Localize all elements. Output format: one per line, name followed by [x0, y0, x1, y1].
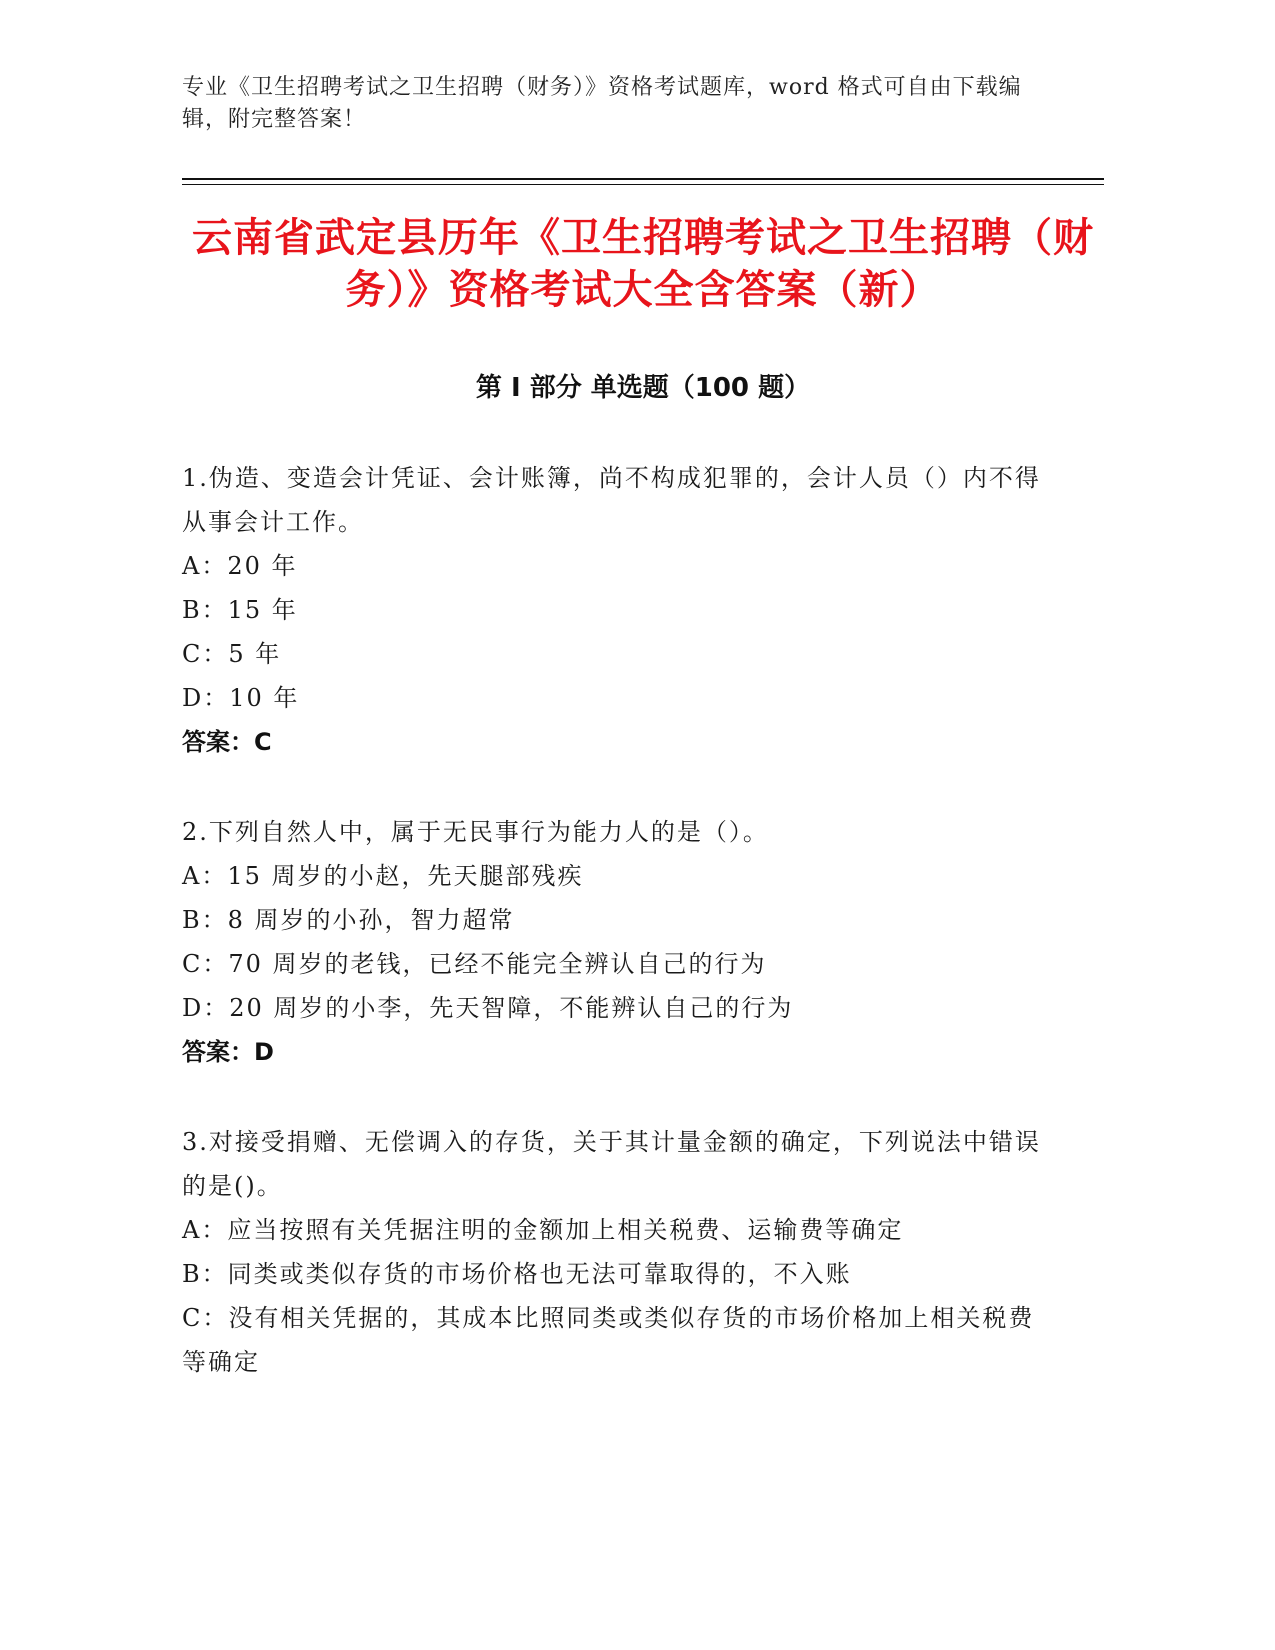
- question-1: [182, 456, 1042, 764]
- header-divider-thin: [182, 184, 1104, 185]
- header-note: 专业《卫生招聘考试之卫生招聘（财务）》资格考试题库，word 格式可自由下载编辑，附完整答案！: [182, 75, 1022, 132]
- header-divider-thick: [182, 178, 1104, 180]
- document-title: 云南省武定县历年《卫生招聘考试之卫生招聘（财务）》资格考试大全含答案（新）: [192, 215, 1094, 313]
- option-c: C：没有相关凭据的，其成本比照同类或类似存货的市场价格加上相关税费等确定: [182, 1304, 1035, 1376]
- question-3: [182, 1120, 1042, 1384]
- option-b: B：8 周岁的小孙，智力超常: [182, 906, 515, 934]
- question-list: [182, 456, 1042, 1430]
- answer: 答案：C: [182, 728, 272, 756]
- option-c: C：5 年: [182, 640, 282, 668]
- question-text: 1.伪造、变造会计凭证、会计账簿，尚不构成犯罪的，会计人员（）内不得从事会计工作。: [182, 464, 1041, 536]
- question-2: [182, 810, 1042, 1074]
- option-a: A：应当按照有关凭据注明的金额加上相关税费、运输费等确定: [182, 1216, 904, 1244]
- answer: 答案：D: [182, 1038, 274, 1066]
- option-c: C：70 周岁的老钱，已经不能完全辨认自己的行为: [182, 950, 767, 978]
- option-d: D：20 周岁的小李，先天智障，不能辨认自己的行为: [182, 994, 794, 1022]
- question-text: 3.对接受捐赠、无偿调入的存货，关于其计量金额的确定，下列说法中错误的是()。: [182, 1128, 1041, 1200]
- option-d: D：10 年: [182, 684, 300, 712]
- option-a: A：20 年: [182, 552, 298, 580]
- option-b: B：15 年: [182, 596, 298, 624]
- question-text: 2.下列自然人中，属于无民事行为能力人的是（）。: [182, 818, 769, 846]
- section-title: 第 I 部分 单选题（100 题）: [475, 373, 811, 403]
- option-b: B：同类或类似存货的市场价格也无法可靠取得的，不入账: [182, 1260, 852, 1288]
- option-a: A：15 周岁的小赵，先天腿部残疾: [182, 862, 584, 890]
